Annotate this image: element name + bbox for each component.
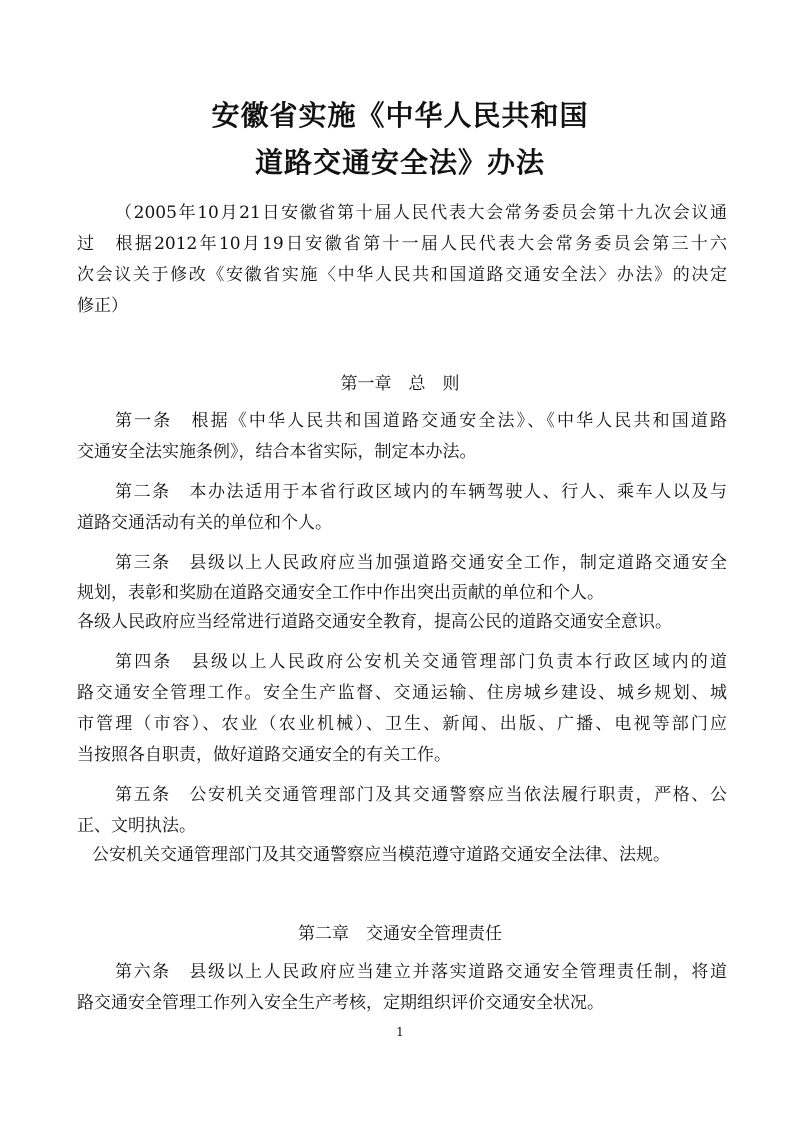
chapter-heading: 第一章 总 则 [340, 374, 460, 394]
article-line: 路交通安全管理工作列入安全生产考核，定期组织评价交通安全状况。 [77, 993, 604, 1013]
chapter-heading: 第二章 交通安全管理责任 [298, 924, 502, 944]
article-line: 第三条 县级以上人民政府应当加强道路交通安全工作，制定道路交通安全 [115, 553, 727, 573]
document-title-line-2: 道路交通安全法》办法 [254, 146, 545, 179]
preamble-line: 修正） [77, 296, 128, 316]
page-number: 1 [396, 1025, 404, 1039]
preamble-line: （2005年10月21日安徽省第十届人民代表大会常务委员会第十九次会议通 [115, 203, 727, 223]
article-line: 当按照各自职责，做好道路交通安全的有关工作。 [77, 745, 451, 765]
article-line: 第五条 公安机关交通管理部门及其交通警察应当依法履行职责，严格、公 [115, 785, 727, 805]
article-line: 市管理（市容）、农业（农业机械）、卫生、新闻、出版、广播、电视等部门应 [77, 714, 727, 734]
article-line: 正、文明执法。 [77, 816, 196, 836]
article-line: 路交通安全管理工作。安全生产监督、交通运输、住房城乡建设、城乡规划、城 [77, 683, 727, 703]
article-line: 规划，表彰和奖励在道路交通安全工作中作出突出贡献的单位和个人。 [77, 583, 604, 603]
preamble-line: 过 根据2012年10月19日安徽省第十一届人民代表大会常务委员会第三十六 [77, 234, 727, 254]
article-line: 公安机关交通管理部门及其交通警察应当模范遵守道路交通安全法律、法规。 [92, 845, 670, 865]
article-line: 道路交通活动有关的单位和个人。 [77, 513, 332, 533]
article-line: 第一条 根据《中华人民共和国道路交通安全法》、《中华人民共和国道路 [115, 411, 727, 431]
preamble-line: 次会议关于修改《安徽省实施〈中华人民共和国道路交通安全法〉办法》的决定 [77, 265, 727, 285]
article-line: 第二条 本办法适用于本省行政区域内的车辆驾驶人、行人、乘车人以及与 [115, 482, 727, 502]
article-line: 第四条 县级以上人民政府公安机关交通管理部门负责本行政区域内的道 [115, 652, 727, 672]
article-line: 各级人民政府应当经常进行道路交通安全教育，提高公民的道路交通安全意识。 [77, 612, 672, 632]
document-title-line-1: 安徽省实施《中华人民共和国 [211, 99, 589, 132]
article-line: 交通安全法实施条例》，结合本省实际，制定本办法。 [77, 442, 477, 462]
article-line: 第六条 县级以上人民政府应当建立并落实道路交通安全管理责任制，将道 [115, 962, 727, 982]
